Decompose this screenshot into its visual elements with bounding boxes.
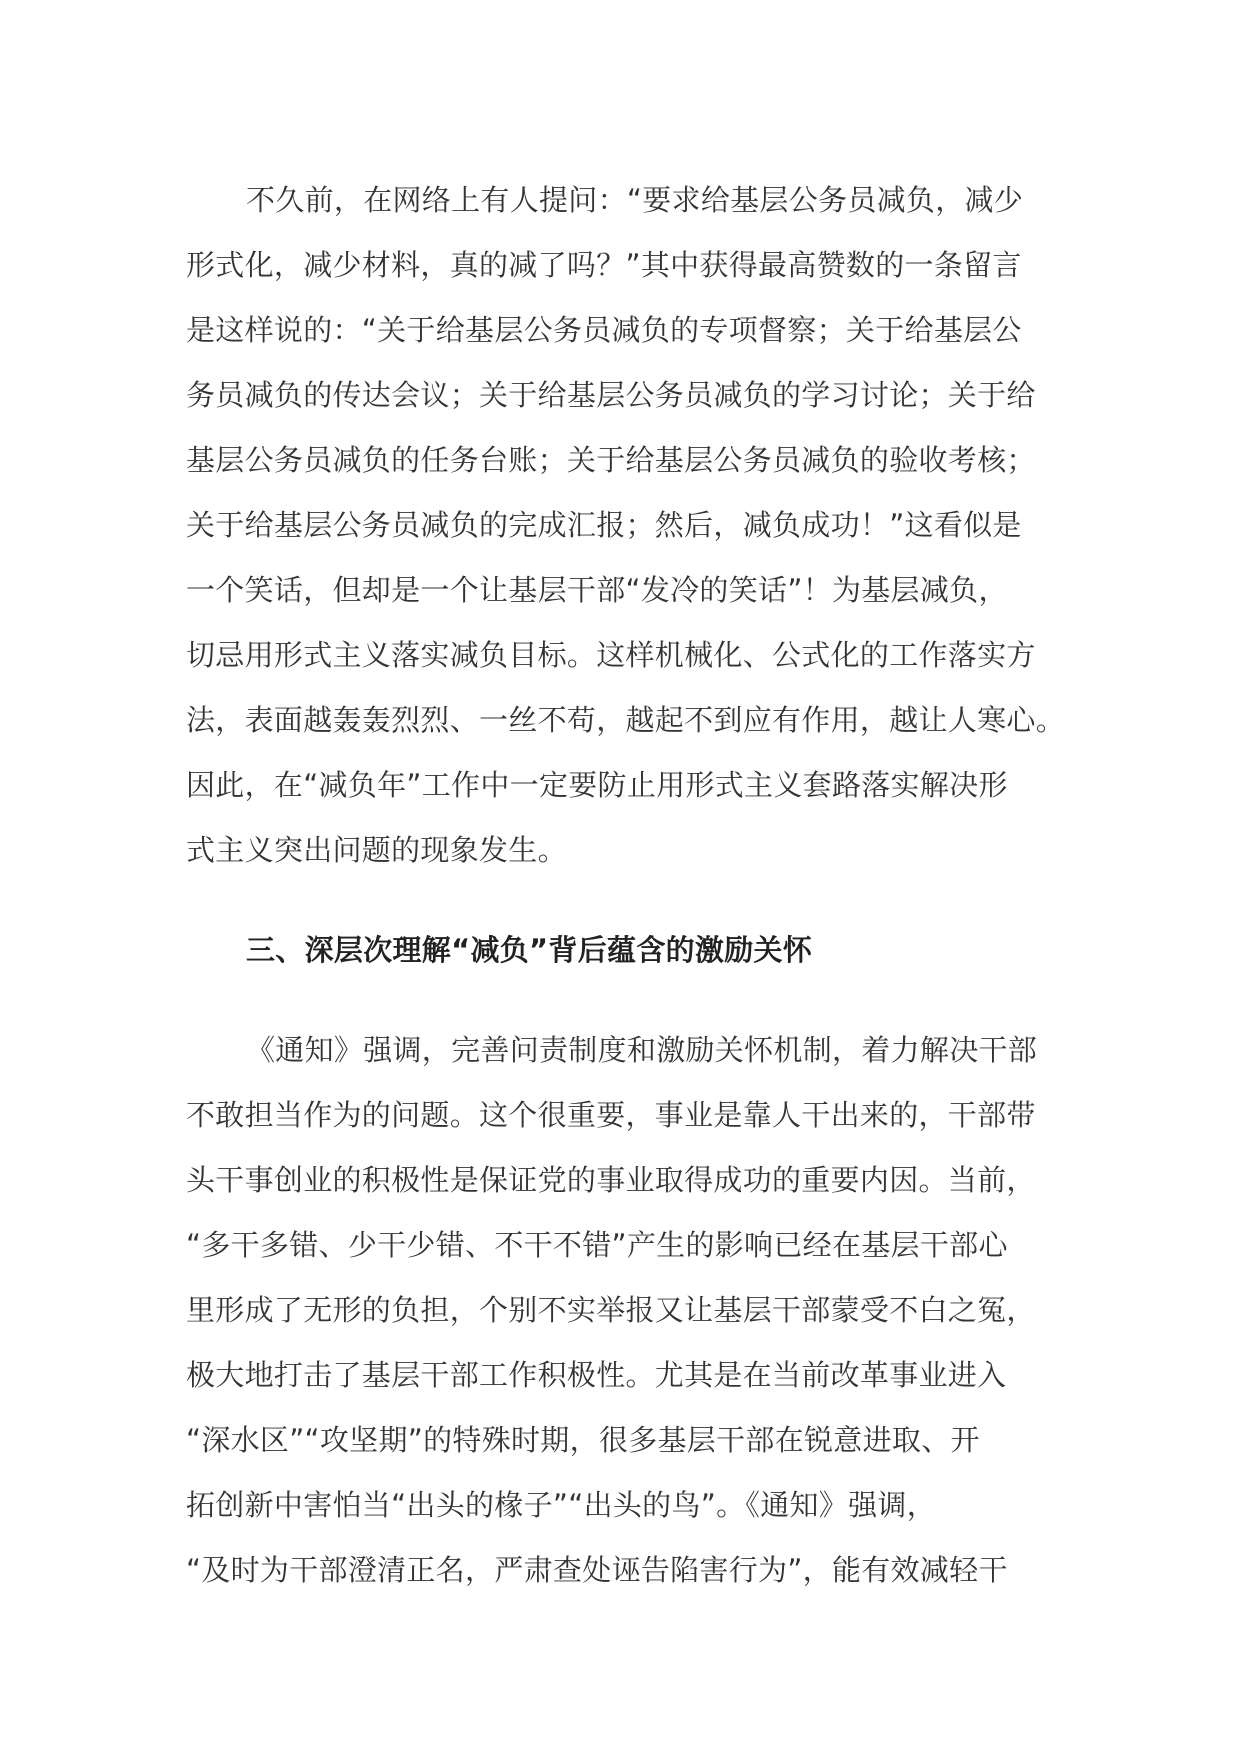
- text-line: “及时为干部澄清正名，严肃查处诬告陷害行为”，能有效减轻干: [186, 1553, 1008, 1587]
- document-body: [186, 168, 1066, 1603]
- text-line: 关于给基层公务员减负的完成汇报；然后，减负成功！”这看似是: [186, 508, 1022, 542]
- text-line: 因此，在“减负年”工作中一定要防止用形式主义套路落实解决形: [186, 768, 1008, 802]
- text-line: 《通知》强调，完善问责制度和激励关怀机制，着力解决干部: [246, 1033, 1038, 1067]
- text-line: 务员减负的传达会议；关于给基层公务员减负的学习讨论；关于给: [186, 378, 1036, 412]
- text-line: 一个笑话，但却是一个让基层干部“发冷的笑话”！为基层减负，: [186, 573, 1008, 607]
- text-line: “深水区”“攻坚期”的特殊时期，很多基层干部在锐意进取、开: [186, 1423, 980, 1457]
- section-heading: 三、深层次理解“减负”背后蕴含的激励关怀: [246, 933, 813, 967]
- text-line: 不敢担当作为的问题。这个很重要，事业是靠人干出来的，干部带: [186, 1098, 1036, 1132]
- text-line: 基层公务员减负的任务台账；关于给基层公务员减负的验收考核；: [186, 443, 1036, 477]
- text-line: 法，表面越轰轰烈烈、一丝不苟，越起不到应有作用，越让人寒心。: [186, 703, 1066, 737]
- text-line: 里形成了无形的负担，个别不实举报又让基层干部蒙受不白之冤，: [186, 1293, 1036, 1327]
- text-line: 式主义突出问题的现象发生。: [186, 833, 567, 867]
- text-line: 形式化，减少材料，真的减了吗？”其中获得最高赞数的一条留言: [186, 248, 1022, 282]
- text-line: “多干多错、少干少错、不干不错”产生的影响已经在基层干部心: [186, 1228, 1008, 1262]
- text-line: 头干事创业的积极性是保证党的事业取得成功的重要内因。当前，: [186, 1163, 1036, 1197]
- text-line: 拓创新中害怕当“出头的椽子”“出头的鸟”。《通知》强调，: [186, 1488, 936, 1522]
- paragraph-2: [186, 1018, 1056, 1603]
- paragraph-spacer: [186, 983, 1056, 1018]
- paragraph-1: [186, 168, 1066, 883]
- text-line: 切忌用形式主义落实减负目标。这样机械化、公式化的工作落实方: [186, 638, 1036, 672]
- text-line: 是这样说的：“关于给基层公务员减负的专项督察；关于给基层公: [186, 313, 1022, 347]
- text-line: 极大地打击了基层干部工作积极性。尤其是在当前改革事业进入: [186, 1358, 1007, 1392]
- text-line: 不久前，在网络上有人提问：“要求给基层公务员减负，减少: [246, 183, 1024, 217]
- paragraph-spacer: [186, 883, 1056, 918]
